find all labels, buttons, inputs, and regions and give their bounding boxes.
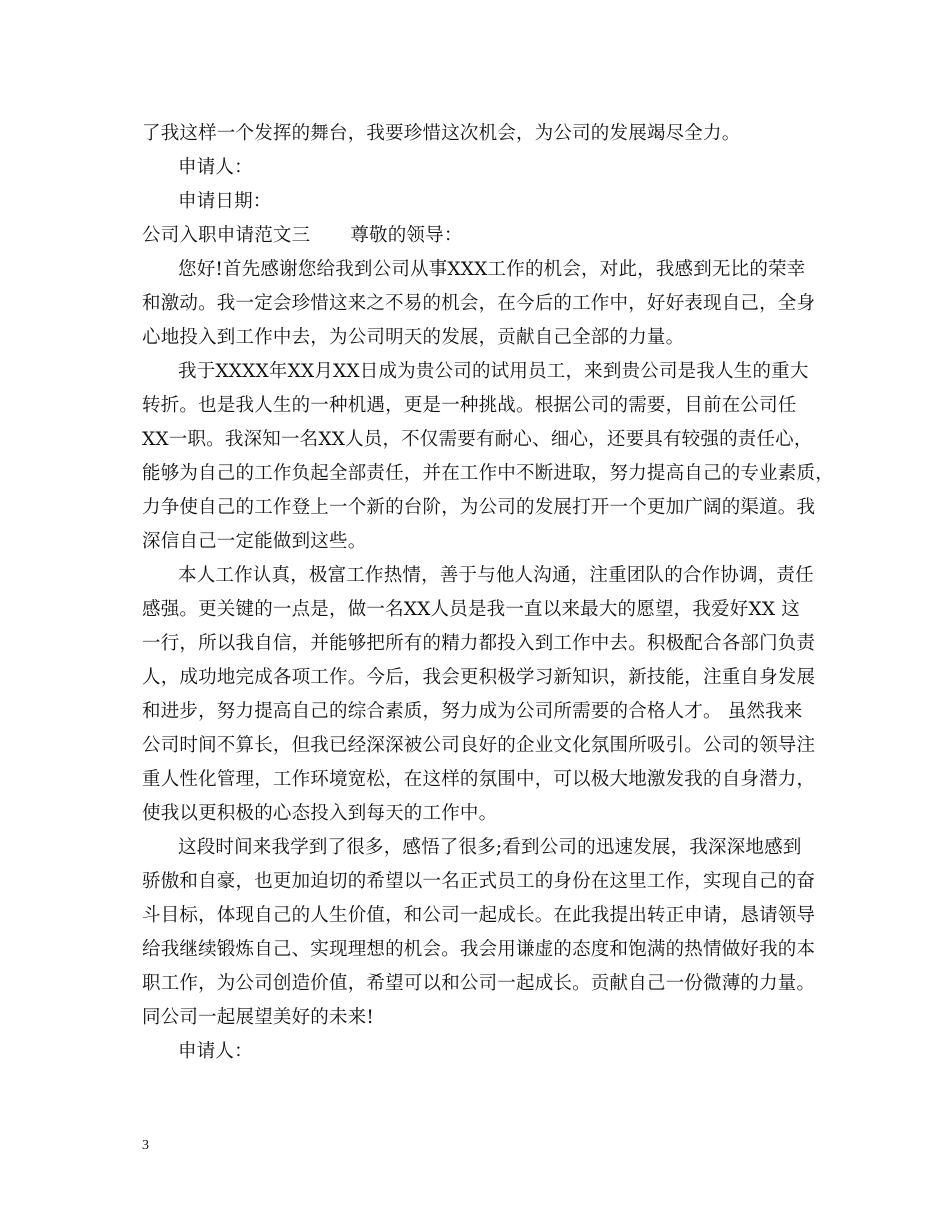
text-line: 本人工作认真，极富工作热情，善于与他人沟通，注重团队的合作协调，责任 <box>178 565 814 586</box>
application-date-label: 申请日期： <box>178 191 272 212</box>
text-line: 我于XXXX年XX月XX日成为贵公司的试用员工，来到贵公司是我人生的重大 <box>178 361 809 382</box>
text-line: 和激动。我一定会珍惜这来之不易的机会，在今后的工作中，好好表现自己，全身 <box>142 293 816 314</box>
text-line: 使我以更积极的心态投入到每天的工作中。 <box>142 803 498 824</box>
text-line: 重人性化管理，工作环境宽松，在这样的氛围中，可以极大地激发我的自身潜力， <box>142 769 816 790</box>
applicant-label: 申请人： <box>178 157 253 178</box>
text-line: 和进步，努力提高自己的综合素质，努力成为公司所需要的合格人才。 虽然我来 <box>142 701 803 722</box>
text-line: 人，成功地完成各项工作。今后，我会更积极学习新知识，新技能，注重自身发展 <box>142 667 816 688</box>
text-line: 公司时间不算长，但我已经深深被公司良好的企业文化氛围所吸引。公司的领导注 <box>142 735 816 756</box>
text-line: 骄傲和自豪，也更加迫切的希望以一名正式员工的身份在这里工作，实现自己的奋 <box>142 871 816 892</box>
text-line: 了我这样一个发挥的舞台，我要珍惜这次机会，为公司的发展竭尽全力。 <box>142 123 741 144</box>
text-line: 这段时间来我学到了很多，感悟了很多;看到公司的迅速发展，我深深地感到 <box>178 837 802 858</box>
applicant-label: 申请人： <box>178 1041 253 1062</box>
text-line: 一行，所以我自信，并能够把所有的精力都投入到工作中去。积极配合各部门负责 <box>142 633 816 654</box>
section-title: 公司入职申请范文三 <box>142 225 311 246</box>
text-line: 职工作，为公司创造价值，希望可以和公司一起成长。贡献自己一份微薄的力量。 <box>142 973 816 994</box>
text-line: 感强。更关键的一点是，做一名XX人员是我一直以来最大的愿望，我爱好XX 这 <box>142 599 800 620</box>
text-line: 转折。也是我人生的一种机遇，更是一种挑战。根据公司的需要，目前在公司任 <box>142 395 797 416</box>
page-number: 3 <box>142 1138 149 1153</box>
text-line: 您好!首先感谢您给我到公司从事XXX工作的机会，对此，我感到无比的荣幸 <box>178 259 806 280</box>
section-heading <box>142 219 463 253</box>
text-line: 给我继续锻炼自己、实现理想的机会。我会用谦虚的态度和饱满的热情做好我的本 <box>142 939 816 960</box>
text-line: 斗目标，体现自己的人生价值，和公司一起成长。在此我提出转正申请，恳请领导 <box>142 905 816 926</box>
text-line: 同公司一起展望美好的未来! <box>142 1007 375 1028</box>
text-line: 心地投入到工作中去，为公司明天的发展，贡献自己全部的力量。 <box>142 327 685 348</box>
text-line: XX一职。我深知一名XX人员，不仅需要有耐心、细心，还要具有较强的责任心， <box>142 429 813 450</box>
text-line: 能够为自己的工作负起全部责任，并在工作中不断进取，努力提高自己的专业素质， <box>142 463 834 484</box>
salutation: 尊敬的领导： <box>350 225 463 246</box>
text-line: 深信自己一定能做到这些。 <box>142 531 367 552</box>
text-line: 力争使自己的工作登上一个新的台阶，为公司的发展打开一个更加广阔的渠道。我 <box>142 497 816 518</box>
